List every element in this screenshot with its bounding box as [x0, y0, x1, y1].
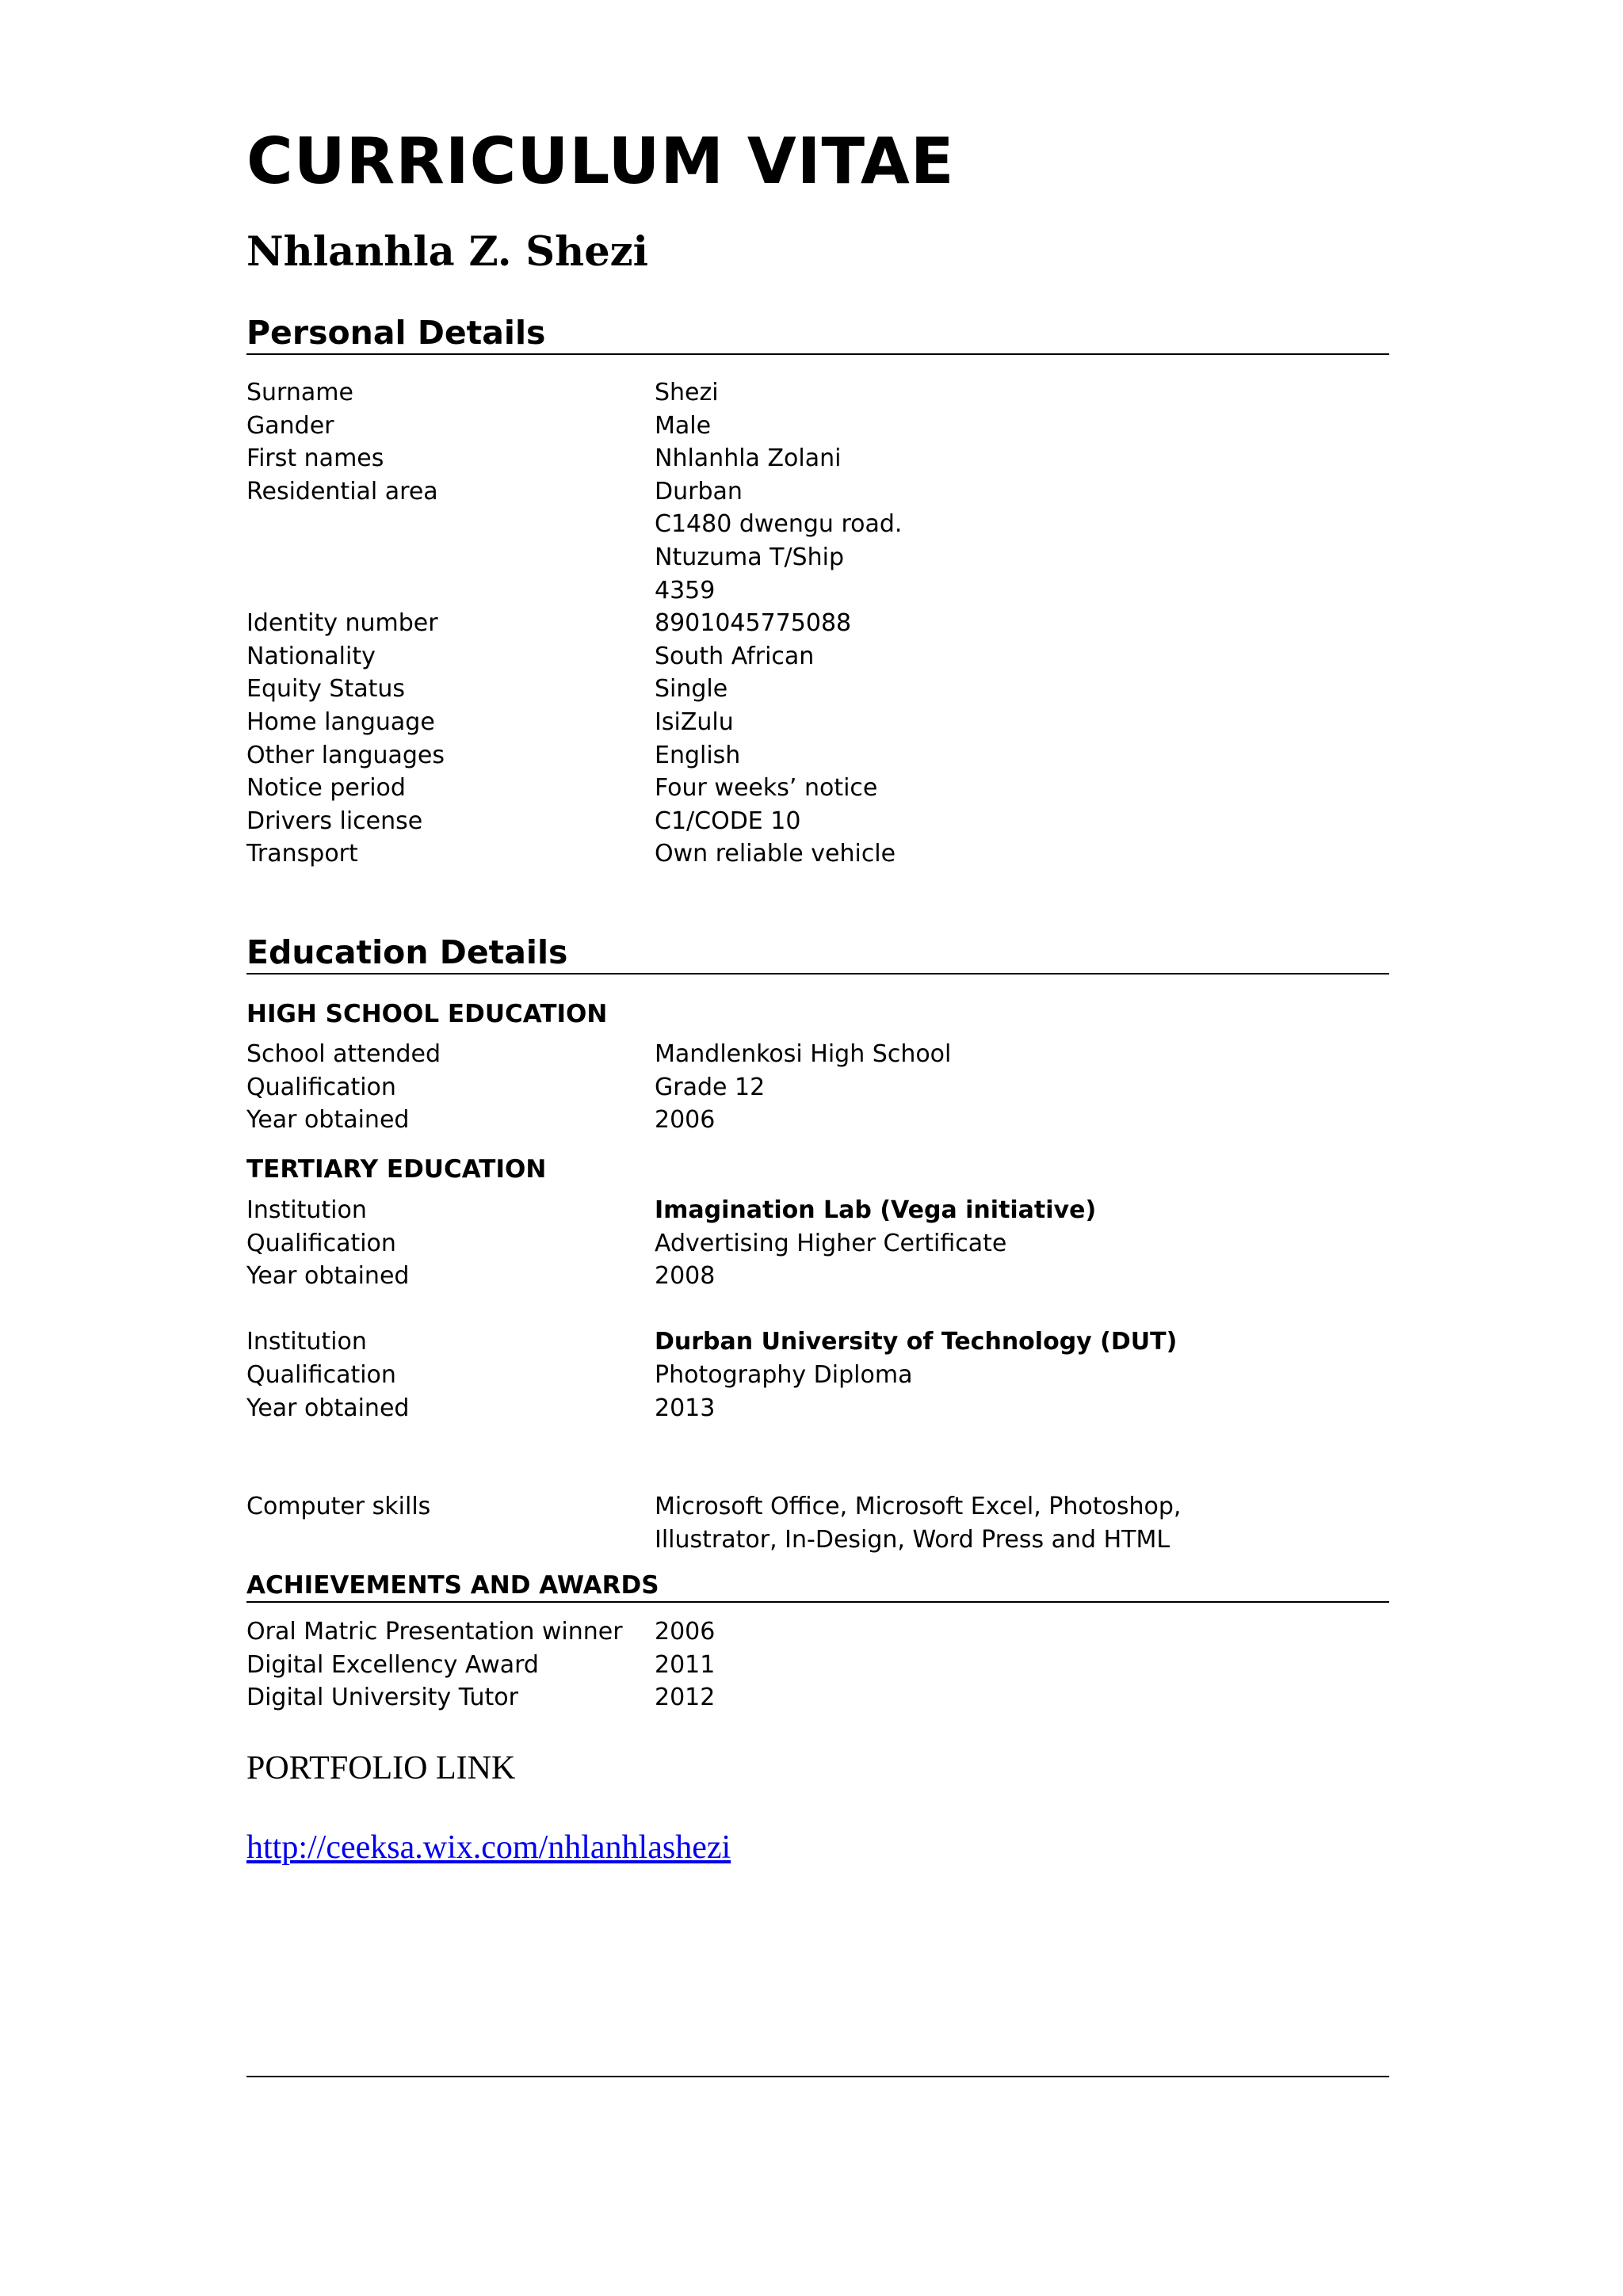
- row-value: 2008: [655, 1262, 716, 1291]
- personal-row: [246, 541, 1389, 574]
- row-value: South African: [655, 642, 815, 670]
- education-row: [246, 1260, 1389, 1293]
- row-label: Notice period: [246, 774, 406, 803]
- row-value: Photography Diploma: [655, 1361, 913, 1389]
- personal-row: [246, 706, 1389, 739]
- row-value: 4359: [655, 576, 716, 605]
- cv-page: [246, 0, 1389, 2296]
- row-value: Four weeks’ notice: [655, 774, 878, 803]
- row-label: Transport: [246, 840, 358, 868]
- personal-row: [246, 574, 1389, 608]
- row-label: Computer skills: [246, 1493, 431, 1520]
- row-label: Year obtained: [246, 1394, 410, 1422]
- institution-name: Durban University of Technology (DUT): [655, 1328, 1178, 1356]
- education-row: [246, 1325, 1389, 1359]
- row-value: C1/CODE 10: [655, 807, 801, 835]
- row-label: First names: [246, 444, 384, 473]
- personal-row: [246, 739, 1389, 772]
- row-label: Equity Status: [246, 675, 405, 704]
- skills-line-2: Illustrator, In-Design, Word Press and HTML: [655, 1525, 1170, 1554]
- row-value: Advertising Higher Certificate: [655, 1229, 1007, 1257]
- personal-row: [246, 673, 1389, 706]
- row-value: 2006: [655, 1106, 716, 1135]
- personal-row: [246, 607, 1389, 640]
- row-value: Shezi: [655, 379, 719, 406]
- footer-divider: [246, 2076, 1389, 2077]
- row-label: Qualification: [246, 1361, 396, 1389]
- row-value: English: [655, 741, 741, 769]
- award-name: Digital Excellency Award: [246, 1650, 539, 1679]
- award-year: 2011: [655, 1650, 716, 1679]
- skills-line-1: Microsoft Office, Microsoft Excel, Photoshop,: [655, 1493, 1182, 1520]
- row-label: Qualification: [246, 1229, 396, 1257]
- row-value: Grade 12: [655, 1073, 766, 1101]
- awards-heading: ACHIEVEMENTS AND AWARDS: [246, 1569, 1389, 1603]
- row-label: Surname: [246, 379, 353, 406]
- row-value: Own reliable vehicle: [655, 840, 896, 868]
- personal-row: [246, 640, 1389, 673]
- education-row: [246, 1194, 1389, 1227]
- row-value: IsiZulu: [655, 708, 734, 736]
- computer-skills-row: [246, 1524, 1389, 1557]
- row-value: Male: [655, 411, 712, 440]
- personal-row: [246, 475, 1389, 509]
- personal-row: [246, 442, 1389, 475]
- row-label: Gander: [246, 411, 334, 440]
- row-label: Home language: [246, 708, 435, 736]
- tertiary-heading: TERTIARY EDUCATION: [246, 1155, 547, 1184]
- education-row: [246, 1104, 1389, 1137]
- row-label: Other languages: [246, 741, 445, 769]
- personal-row: [246, 805, 1389, 838]
- personal-details-heading: Personal Details: [246, 312, 1389, 355]
- row-value: Nhlanhla Zolani: [655, 444, 842, 473]
- personal-row: [246, 376, 1389, 410]
- row-label: Nationality: [246, 642, 376, 670]
- row-label: Institution: [246, 1328, 367, 1356]
- personal-row: [246, 772, 1389, 805]
- computer-skills-row: [246, 1490, 1389, 1524]
- document-title: CURRICULUM VITAE: [246, 124, 955, 198]
- row-value: 8901045775088: [655, 609, 852, 638]
- award-row: [246, 1615, 1389, 1649]
- portfolio-heading: PORTFOLIO LINK: [246, 1750, 516, 1787]
- education-row: [246, 1227, 1389, 1261]
- institution-name: Imagination Lab (Vega initiative): [655, 1196, 1097, 1224]
- row-value: Durban: [655, 477, 743, 505]
- row-value: Single: [655, 675, 728, 704]
- award-row: [246, 1681, 1389, 1714]
- row-label: School attended: [246, 1040, 441, 1068]
- personal-row: [246, 508, 1389, 541]
- award-year: 2012: [655, 1684, 716, 1712]
- portfolio-link[interactable]: http://ceeksa.wix.com/nhlanhlashezi: [246, 1829, 731, 1866]
- high-school-heading: HIGH SCHOOL EDUCATION: [246, 1000, 608, 1028]
- education-row: [246, 1071, 1389, 1104]
- candidate-name: Nhlanhla Z. Shezi: [246, 228, 648, 276]
- education-row: [246, 1038, 1389, 1071]
- education-details-heading: Education Details: [246, 932, 1389, 974]
- row-value: Ntuzuma T/Ship: [655, 543, 844, 571]
- award-row: [246, 1649, 1389, 1682]
- row-label: Year obtained: [246, 1262, 410, 1291]
- row-value: 2013: [655, 1394, 716, 1422]
- award-name: Oral Matric Presentation winner: [246, 1618, 623, 1646]
- row-label: Drivers license: [246, 807, 423, 835]
- row-label: Residential area: [246, 477, 438, 505]
- row-label: Qualification: [246, 1073, 396, 1101]
- award-year: 2006: [655, 1618, 716, 1646]
- row-value: C1480 dwengu road.: [655, 510, 903, 539]
- row-label: Identity number: [246, 609, 438, 638]
- row-label: Year obtained: [246, 1106, 410, 1135]
- row-label: Institution: [246, 1196, 367, 1224]
- education-row: [246, 1392, 1389, 1425]
- row-value: Mandlenkosi High School: [655, 1040, 952, 1068]
- education-row: [246, 1359, 1389, 1392]
- award-name: Digital University Tutor: [246, 1684, 518, 1712]
- personal-row: [246, 410, 1389, 443]
- personal-row: [246, 837, 1389, 871]
